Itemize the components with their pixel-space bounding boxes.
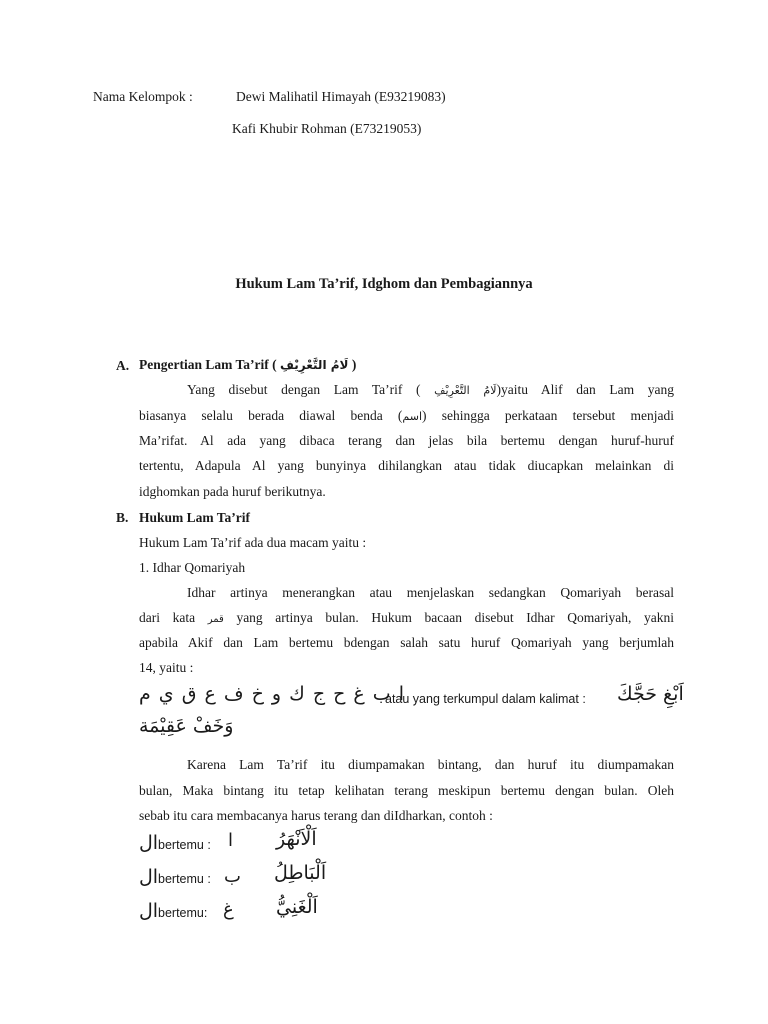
section-a-p-line1	[187, 382, 674, 398]
example-letter: ا	[228, 830, 234, 851]
section-a-p-line4: tertentu, Adapula Al yang bunyinya dihilangkan atau tidak diucapkan melainkan di	[139, 458, 674, 473]
example-label: bertemu :	[158, 872, 211, 886]
qomariyah-phrase-1: اَبْغِ حَجَّكَ	[617, 683, 684, 705]
section-a-p-line2	[139, 408, 674, 424]
member-2: Kafi Khubir Rohman (E73219053)	[232, 121, 422, 136]
p-line2-text-a: biasanya selalu berada diawal benda (	[139, 408, 403, 423]
qomariyah-phrase-2: وَخَفْ عَقِيْمَة	[139, 715, 234, 737]
p1-line2-text-a: dari kata	[139, 610, 196, 625]
p1-line2-text-b: yang artinya bulan. Hukum bacaan disebut Idhar Qomariyah, yakni	[236, 610, 675, 625]
p1-line2-arabic: قمر	[207, 614, 224, 625]
section-a-heading-arabic: لَامُ التَّعْرِيْفِ	[280, 358, 349, 372]
example-letter: ب	[224, 866, 241, 887]
example-label: bertemu:	[158, 906, 208, 920]
section-b-heading: Hukum Lam Ta’rif	[139, 510, 251, 525]
section-b-p2-line3: sebab itu cara membacanya harus terang dan diIdharkan, contoh :	[139, 808, 493, 823]
example-al: ال	[139, 866, 159, 888]
section-a-heading-close: )	[351, 357, 357, 372]
example-letter: غ	[223, 899, 234, 920]
section-a-p-line5: idghomkan pada huruf berikutnya.	[139, 484, 326, 499]
p-line1-text-a: Yang disebut dengan Lam Ta’rif (	[187, 382, 421, 397]
member-1: Dewi Malihatil Himayah (E93219083)	[236, 89, 446, 104]
p-line2-arabic: اسم	[402, 410, 423, 423]
section-b-p2-line1: Karena Lam Ta’rif itu diumpamakan bintang, dan huruf itu diumpamakan	[187, 757, 674, 772]
p-line1-arabic: لَامُ التَّعْرِيْفِ	[434, 384, 497, 397]
section-a-heading-text: Pengertian Lam Ta’rif (	[139, 357, 277, 372]
section-b-p1-line2	[139, 610, 674, 626]
section-b-letter: B.	[116, 510, 129, 525]
example-al: ال	[139, 900, 159, 922]
section-b-p1-line3: apabila Akif dan Lam bertemu bdengan salah satu huruf Qomariyah yang berjumlah	[139, 635, 674, 650]
qomariyah-letters-caption: atau yang terkumpul dalam kalimat :	[385, 692, 586, 706]
document-title: Hukum Lam Ta’rif, Idghom dan Pembagiannya	[235, 276, 533, 292]
section-b-sub1: 1. Idhar Qomariyah	[139, 560, 246, 575]
example-word: اَلْاَنْهَرُ	[276, 828, 317, 850]
p-line2-text-b: ) sehingga perkataan tersebut menjadi	[422, 408, 674, 423]
section-b-p1-line1: Idhar artinya menerangkan atau menjelaskan sedangkan Qomariyah berasal	[187, 585, 674, 600]
p-line1-text-b: )yaitu Alif dan Lam yang	[496, 382, 674, 397]
qomariyah-letters: ا ب غ ح ج ك و خ ف ع ق ي م	[139, 683, 405, 705]
group-label: Nama Kelompok :	[93, 89, 193, 104]
section-a-p-line3: Ma’rifat. Al ada yang dibaca terang dan jelas bila bertemu dengan huruf-huruf	[139, 433, 674, 448]
section-b-intro: Hukum Lam Ta’rif ada dua macam yaitu :	[139, 535, 367, 550]
example-label: bertemu :	[158, 838, 211, 852]
example-word: اَلْغَنِيُّ	[276, 896, 318, 918]
section-b-p1-line4: 14, yaitu :	[139, 660, 194, 675]
example-al: ال	[139, 832, 159, 854]
section-a-letter: A.	[116, 358, 130, 373]
section-a-heading	[139, 357, 356, 373]
example-word: اَلْبَاطِلُ	[274, 862, 327, 884]
section-b-p2-line2: bulan, Maka bintang itu tetap kelihatan terang meskipun bertemu dengan bulan. Oleh	[139, 783, 674, 798]
